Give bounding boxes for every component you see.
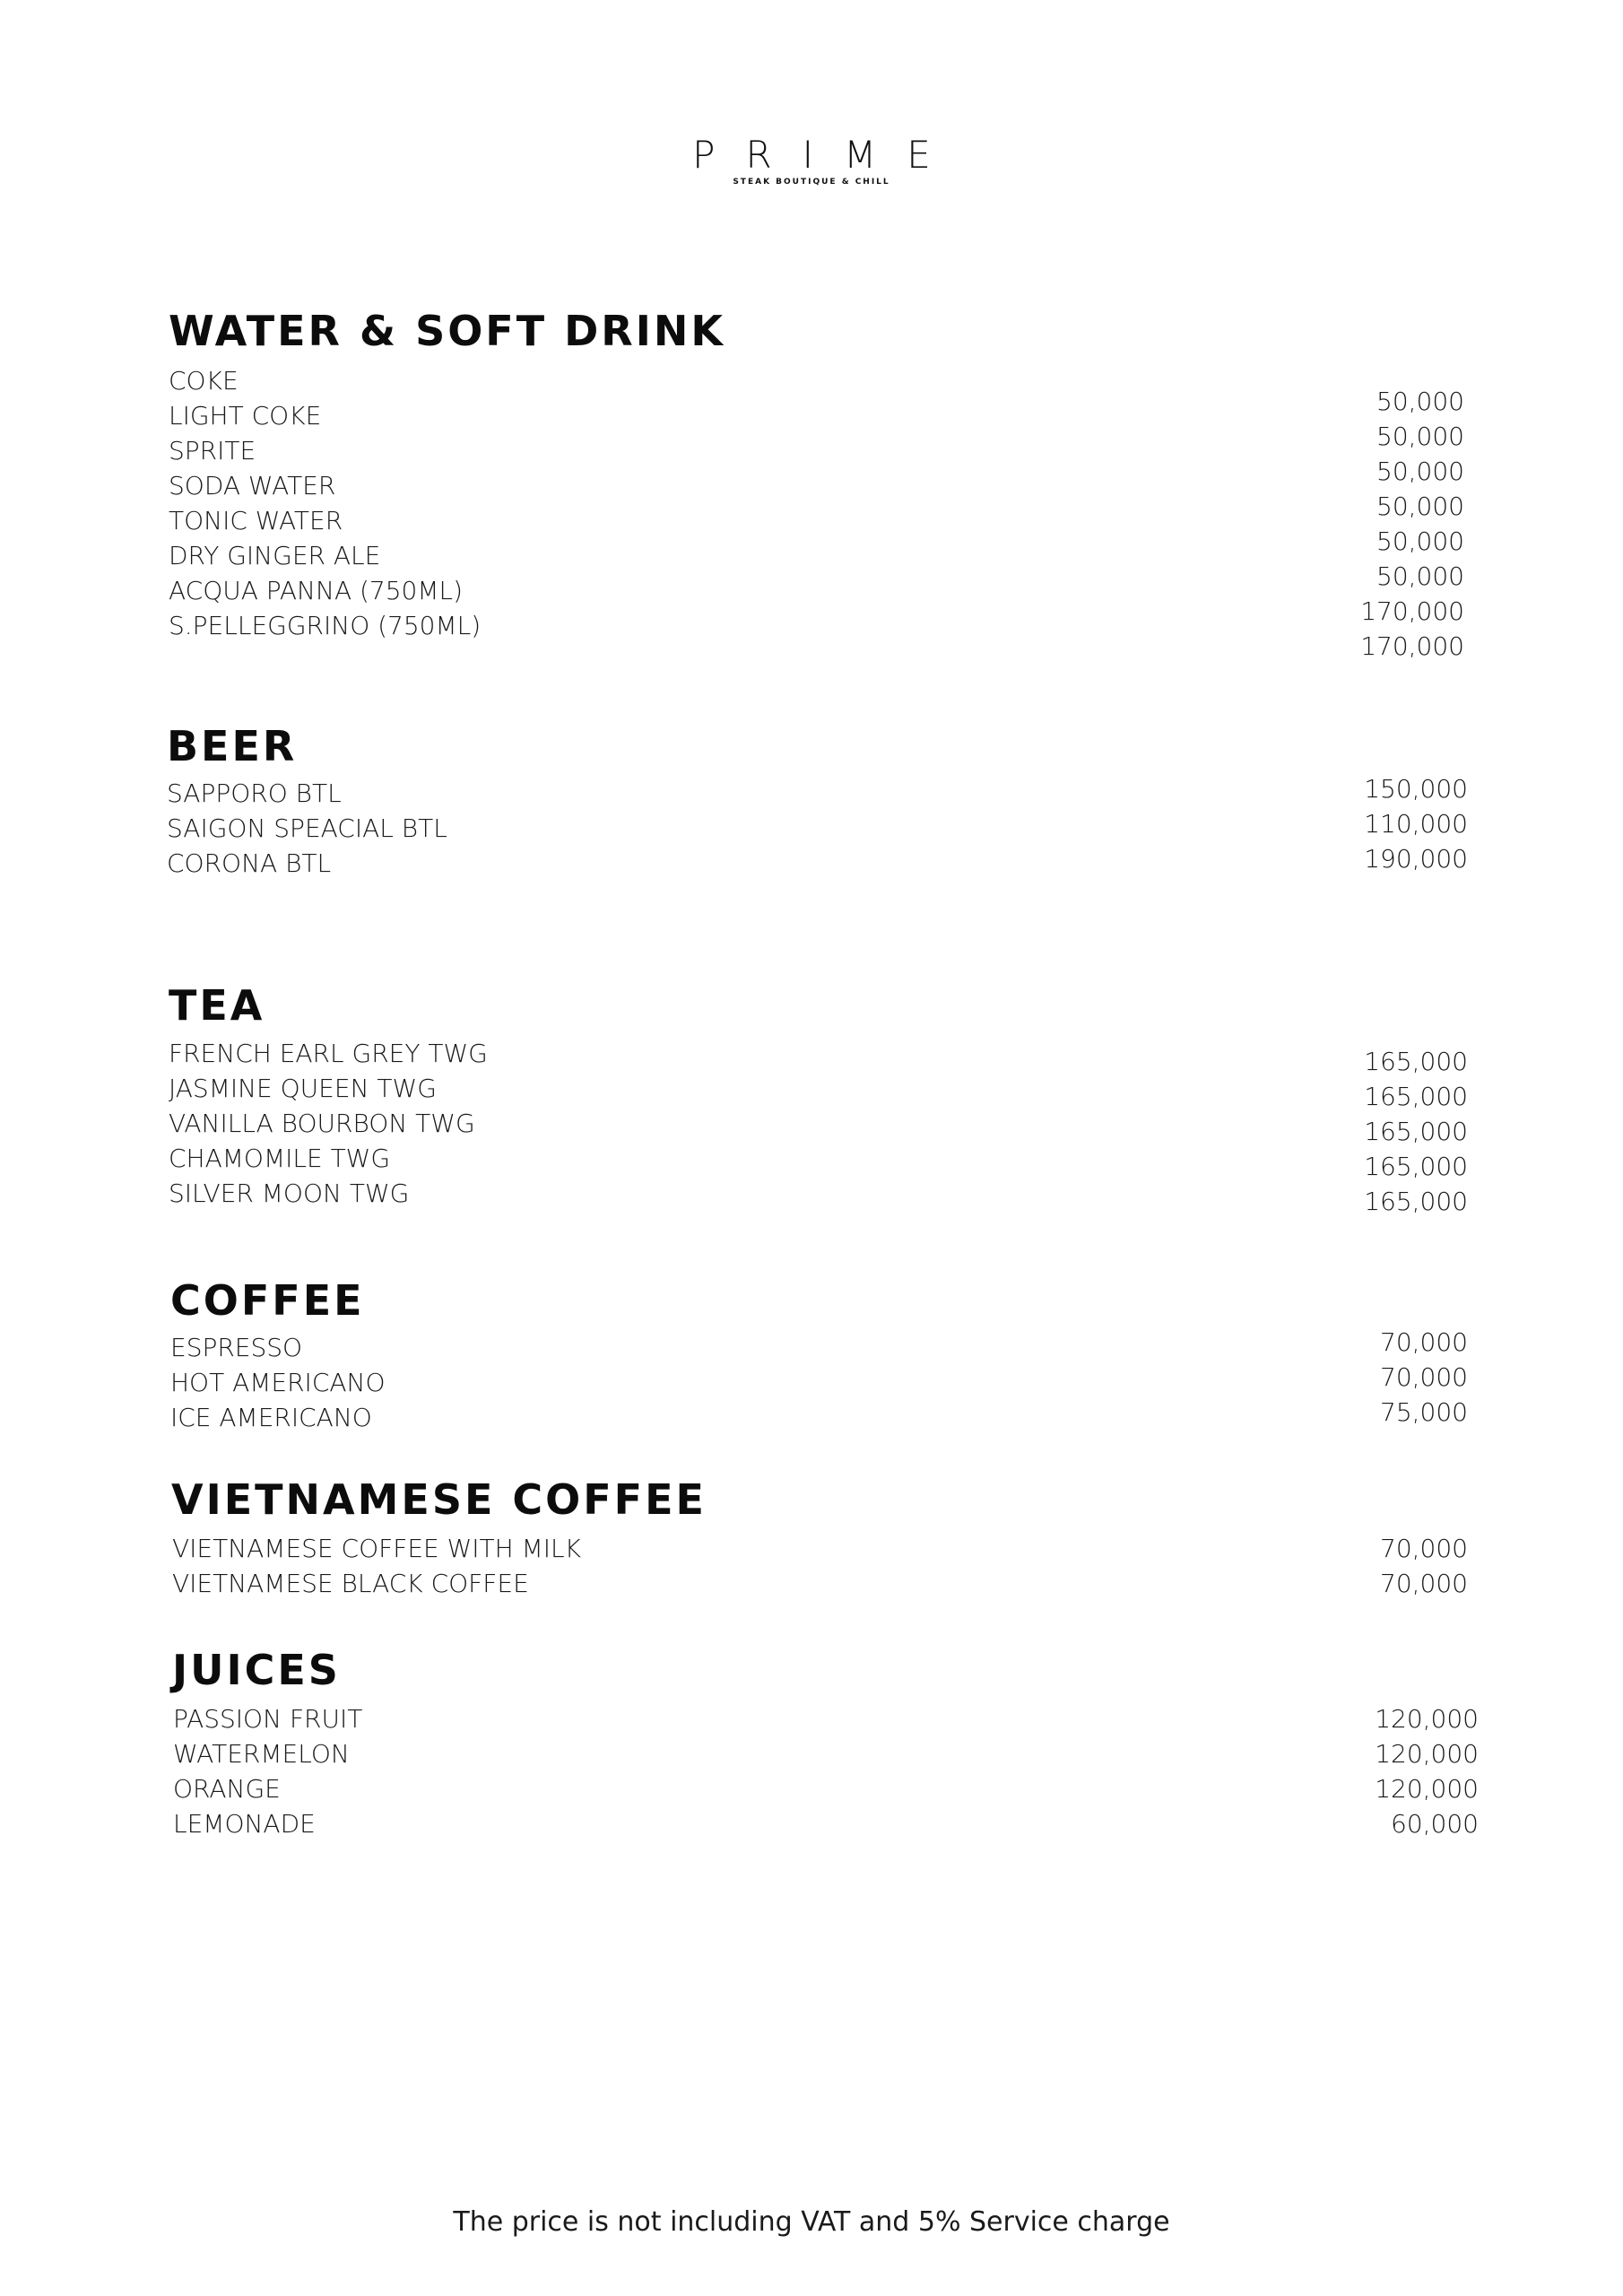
menu-prices-juices bbox=[1245, 1701, 1479, 1841]
menu-items-tea bbox=[169, 1036, 488, 1211]
menu-price: 110,000 bbox=[1364, 809, 1468, 839]
menu-item: ESPRESSO bbox=[170, 1333, 303, 1362]
menu-item: WATERMELON bbox=[173, 1739, 350, 1769]
menu-items-vietnamese-coffee bbox=[172, 1531, 581, 1601]
menu-item: ACQUA PANNA (750ML) bbox=[169, 576, 464, 605]
menu-price: 75,000 bbox=[1380, 1397, 1468, 1427]
menu-item: COKE bbox=[169, 366, 239, 396]
menu-price: 120,000 bbox=[1375, 1704, 1479, 1734]
menu-price: 170,000 bbox=[1360, 631, 1464, 661]
menu-prices-tea bbox=[1235, 1044, 1468, 1219]
menu-item: DRY GINGER ALE bbox=[169, 541, 381, 570]
menu-item: S.PELLEGGRINO (750ML) bbox=[169, 611, 482, 640]
brand-name: PRIME bbox=[692, 133, 961, 177]
brand-logo bbox=[0, 135, 1623, 187]
menu-price: 70,000 bbox=[1380, 1569, 1468, 1598]
menu-item: VIETNAMESE BLACK COFFEE bbox=[172, 1569, 529, 1598]
menu-item: LIGHT COKE bbox=[169, 401, 322, 430]
section-title-juices: JUICES bbox=[172, 1646, 341, 1694]
menu-prices-vietnamese-coffee bbox=[1235, 1531, 1468, 1601]
menu-price: 120,000 bbox=[1375, 1774, 1479, 1804]
menu-price: 165,000 bbox=[1364, 1082, 1468, 1111]
menu-items-juices bbox=[173, 1701, 362, 1841]
menu-item: CORONA BTL bbox=[167, 848, 332, 878]
menu-items-coffee bbox=[170, 1330, 386, 1435]
menu-item: FRENCH EARL GREY TWG bbox=[169, 1039, 488, 1068]
menu-item: ICE AMERICANO bbox=[170, 1403, 372, 1432]
menu-prices-beer bbox=[1235, 771, 1468, 876]
menu-item: ORANGE bbox=[173, 1774, 281, 1804]
menu-item: CHAMOMILE TWG bbox=[169, 1144, 391, 1173]
menu-item: VANILLA BOURBON TWG bbox=[169, 1109, 475, 1138]
brand-tagline: STEAK BOUTIQUE & CHILL bbox=[733, 178, 890, 187]
menu-price: 165,000 bbox=[1364, 1047, 1468, 1076]
menu-item: HOT AMERICANO bbox=[170, 1368, 386, 1397]
section-title-vietnamese-coffee: VIETNAMESE COFFEE bbox=[171, 1475, 707, 1524]
menu-item: SAIGON SPEACIAL BTL bbox=[167, 813, 447, 843]
menu-price: 70,000 bbox=[1380, 1534, 1468, 1563]
menu-item: SAPPORO BTL bbox=[167, 778, 342, 808]
menu-price: 165,000 bbox=[1364, 1152, 1468, 1181]
menu-item: SPRITE bbox=[169, 436, 256, 465]
menu-price: 150,000 bbox=[1364, 774, 1468, 804]
menu-price: 50,000 bbox=[1376, 422, 1464, 451]
section-title-water-soft-drink: WATER & SOFT DRINK bbox=[169, 307, 725, 355]
menu-price: 120,000 bbox=[1375, 1739, 1479, 1769]
menu-item: JASMINE QUEEN TWG bbox=[169, 1074, 437, 1103]
menu-item: VIETNAMESE COFFEE WITH MILK bbox=[172, 1534, 581, 1563]
menu-item: LEMONADE bbox=[173, 1809, 316, 1839]
menu-price: 190,000 bbox=[1364, 844, 1468, 874]
menu-item: TONIC WATER bbox=[169, 506, 343, 535]
menu-price: 50,000 bbox=[1376, 491, 1464, 521]
footer-note: The price is not including VAT and 5% Service charge bbox=[453, 2206, 1170, 2238]
section-title-tea: TEA bbox=[169, 981, 265, 1030]
menu-item: PASSION FRUIT bbox=[173, 1704, 363, 1734]
menu-price: 50,000 bbox=[1376, 457, 1464, 486]
menu-items-water-soft-drink bbox=[169, 363, 481, 643]
menu-prices-coffee bbox=[1235, 1325, 1468, 1430]
section-title-coffee: COFFEE bbox=[170, 1276, 365, 1325]
menu-item: SODA WATER bbox=[169, 471, 336, 500]
menu-price: 70,000 bbox=[1380, 1362, 1468, 1392]
menu-prices-water-soft-drink bbox=[1231, 384, 1464, 664]
menu-item: SILVER MOON TWG bbox=[169, 1178, 410, 1208]
menu-items-beer bbox=[167, 776, 447, 881]
menu-price: 50,000 bbox=[1376, 561, 1464, 591]
menu-price: 70,000 bbox=[1380, 1327, 1468, 1357]
menu-price: 170,000 bbox=[1360, 596, 1464, 626]
menu-price: 60,000 bbox=[1391, 1809, 1479, 1839]
menu-price: 165,000 bbox=[1364, 1117, 1468, 1146]
menu-price: 50,000 bbox=[1376, 387, 1464, 416]
menu-price: 50,000 bbox=[1376, 526, 1464, 556]
section-title-beer: BEER bbox=[167, 722, 298, 770]
menu-price: 165,000 bbox=[1364, 1187, 1468, 1216]
